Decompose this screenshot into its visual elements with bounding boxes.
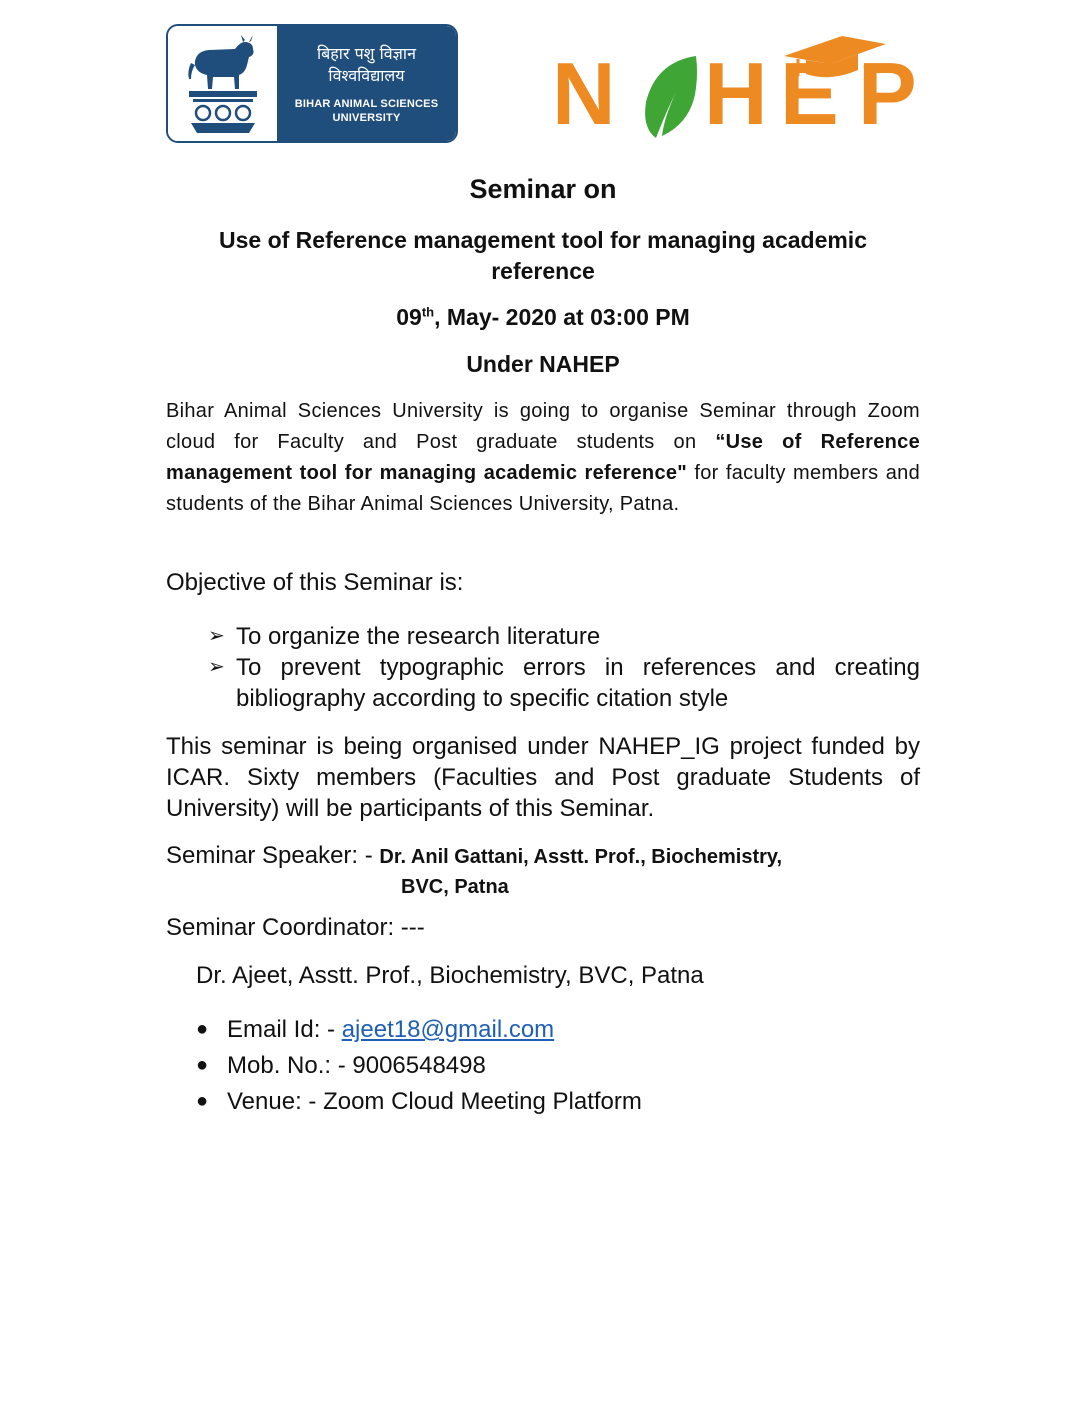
seminar-date: [166, 304, 920, 331]
seminar-topic: Use of Reference management tool for managing academic reference: [218, 227, 867, 284]
arrow-bullet-icon: ➢: [208, 625, 225, 647]
speaker-name: Dr. Anil Gattani, Asstt. Prof., Biochemistry,: [379, 846, 783, 868]
under-nahep: Under NAHEP: [466, 351, 620, 377]
intro-topic-bold: “Use of Reference management tool for managing academic reference": [166, 431, 920, 484]
intro-text-after: for faculty members and students of the Bihar Animal Sciences University, Patna.: [166, 462, 920, 515]
list-item: [196, 1014, 554, 1045]
arrow-bullet-icon: ➢: [208, 656, 225, 678]
intro-text-before: Bihar Animal Sciences University is going to organise Seminar through Zoom cloud for Faculty and Post graduate students on: [166, 400, 920, 453]
date-suffix: th: [421, 304, 435, 320]
leaf-icon: [636, 52, 706, 142]
nahep-letter-e: E: [780, 44, 839, 143]
nahep-letter-p: P: [858, 44, 917, 143]
basu-logo: [166, 24, 458, 143]
basu-english-line1: BIHAR ANIMAL SCIENCES: [294, 97, 439, 110]
objective-heading: Objective of this Seminar is:: [166, 569, 464, 596]
email-link[interactable]: ajeet18@gmail.com: [341, 1016, 555, 1043]
basu-english-line2: UNIVERSITY: [332, 111, 401, 124]
list-item: [208, 621, 920, 652]
venue: Venue: - Zoom Cloud Meeting Platform: [227, 1088, 642, 1115]
speaker-affiliation: BVC, Patna: [401, 876, 509, 898]
nahep-logo: [548, 30, 958, 143]
basu-name-panel: [277, 26, 456, 141]
intro-paragraph: [166, 396, 920, 520]
date-rest: , May- 2020 at 03:00 PM: [434, 304, 690, 330]
coordinator-name: Dr. Ajeet, Asstt. Prof., Biochemistry, BVC, Patna: [196, 962, 704, 989]
funding-paragraph: This seminar is being organised under NAHEP_IG project funded by ICAR. Sixty members (Faculties and Post graduate Students of University) will be participants of this Seminar.: [166, 733, 920, 822]
list-item: [196, 1050, 486, 1081]
basu-hindi-line1: बिहार पशु विज्ञान: [317, 43, 416, 63]
date-day: 09: [396, 304, 422, 330]
list-item: [208, 652, 920, 714]
speaker-label: Seminar Speaker: -: [166, 842, 380, 869]
list-item: [196, 1086, 642, 1117]
seminar-title: Seminar on: [469, 174, 617, 204]
basu-hindi-line2: विश्वविद्यालय: [328, 65, 405, 85]
bullet-icon: ●: [196, 1018, 209, 1040]
objective-text: To prevent typographic errors in references and creating bibliography according to specific citation style: [236, 654, 920, 712]
bullet-icon: ●: [196, 1054, 209, 1076]
nahep-letter-n: N: [552, 44, 616, 143]
mobile-number: Mob. No.: - 9006548498: [227, 1052, 486, 1079]
bullet-icon: ●: [196, 1090, 209, 1112]
speaker-line: [166, 840, 920, 873]
objective-text: To organize the research literature: [236, 623, 601, 650]
coordinator-label: Seminar Coordinator: ---: [166, 914, 425, 941]
email-label: Email Id: -: [227, 1016, 342, 1043]
nahep-letter-h: H: [704, 44, 768, 143]
cow-emblem-icon: [168, 26, 277, 141]
